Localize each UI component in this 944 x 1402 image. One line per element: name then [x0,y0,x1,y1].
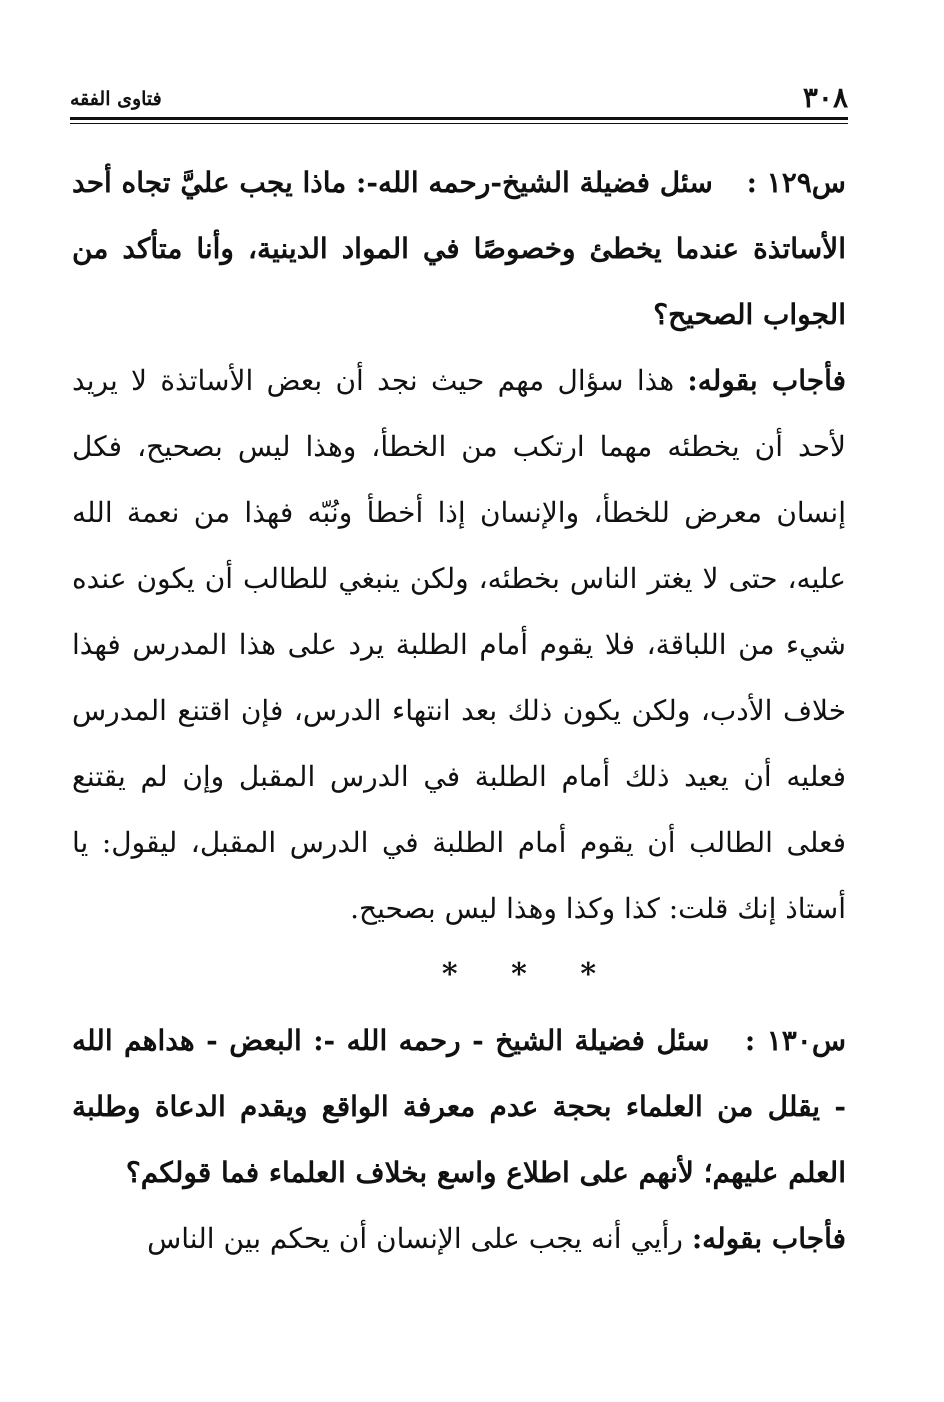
separator-star-icon: * [511,957,527,992]
question-129 [72,150,846,348]
answer-129 [72,348,846,942]
separator-star-icon: * [580,957,597,992]
answer-130-lead: فأجاب بقوله: [691,1222,846,1255]
section-separator [72,942,846,1008]
header-rule-thin [70,123,848,124]
answer-129-lead: فأجاب بقوله: [687,364,847,397]
answer-130-text: رأيي أنه يجب على الإنسان أن يحكم بين الناس [147,1222,683,1255]
page-header [70,82,848,114]
question-130-text: سئل فضيلة الشيخ - رحمه الله -: البعض - هداهم الله - يقلل من العلماء بحجة عدم معرفة الواقع ويقدم الدعاة وطلبة العلم عليهم؛ لأنهم على اطلاع واسع بخلاف العلماء فما قولكم؟ [72,1024,846,1189]
page-number: ٣٠٨ [802,81,848,114]
answer-130 [72,1206,846,1272]
question-129-text: سئل فضيلة الشيخ-رحمه الله-: ماذا يجب عليَّ تجاه أحد الأساتذة عندما يخطئ وخصوصًا في المواد الدينية، وأنا متأكد من الجواب الصحيح؟ [72,166,846,331]
header-rule-thick [70,117,848,120]
question-130 [72,1008,846,1206]
question-129-label: س١٢٩ : [746,166,846,199]
question-130-label: س١٣٠ : [744,1024,846,1057]
running-title: فتاوى الفقه [70,88,162,110]
page-body [72,150,846,1272]
answer-129-text: هذا سؤال مهم حيث نجد أن بعض الأساتذة لا يريد لأحد أن يخطئه مهما ارتكب من الخطأ، وهذا ليس بصحيح، فكل إنسان معرض للخطأ، والإنسان إذا أخطأ ونُبّه فهذا من نعمة الله عليه، حتى لا يغتر الناس بخطئه، ولكن ينبغي للطالب أن يكون عنده شيء من اللباقة، فلا يقوم أمام الطلبة يرد على هذا المدرس فهذا خلاف الأدب، ولكن يكون ذلك بعد انتهاء الدرس، فإن اقتنع المدرس فعليه أن يعيد ذلك أمام الطلبة في الدرس المقبل وإن لم يقتنع فعلى الطالب أن يقوم أمام الطلبة في الدرس المقبل، ليقول: يا أستاذ إنك قلت: كذا وكذا وهذا ليس بصحيح. [72,364,846,925]
separator-star-icon: * [441,957,458,992]
